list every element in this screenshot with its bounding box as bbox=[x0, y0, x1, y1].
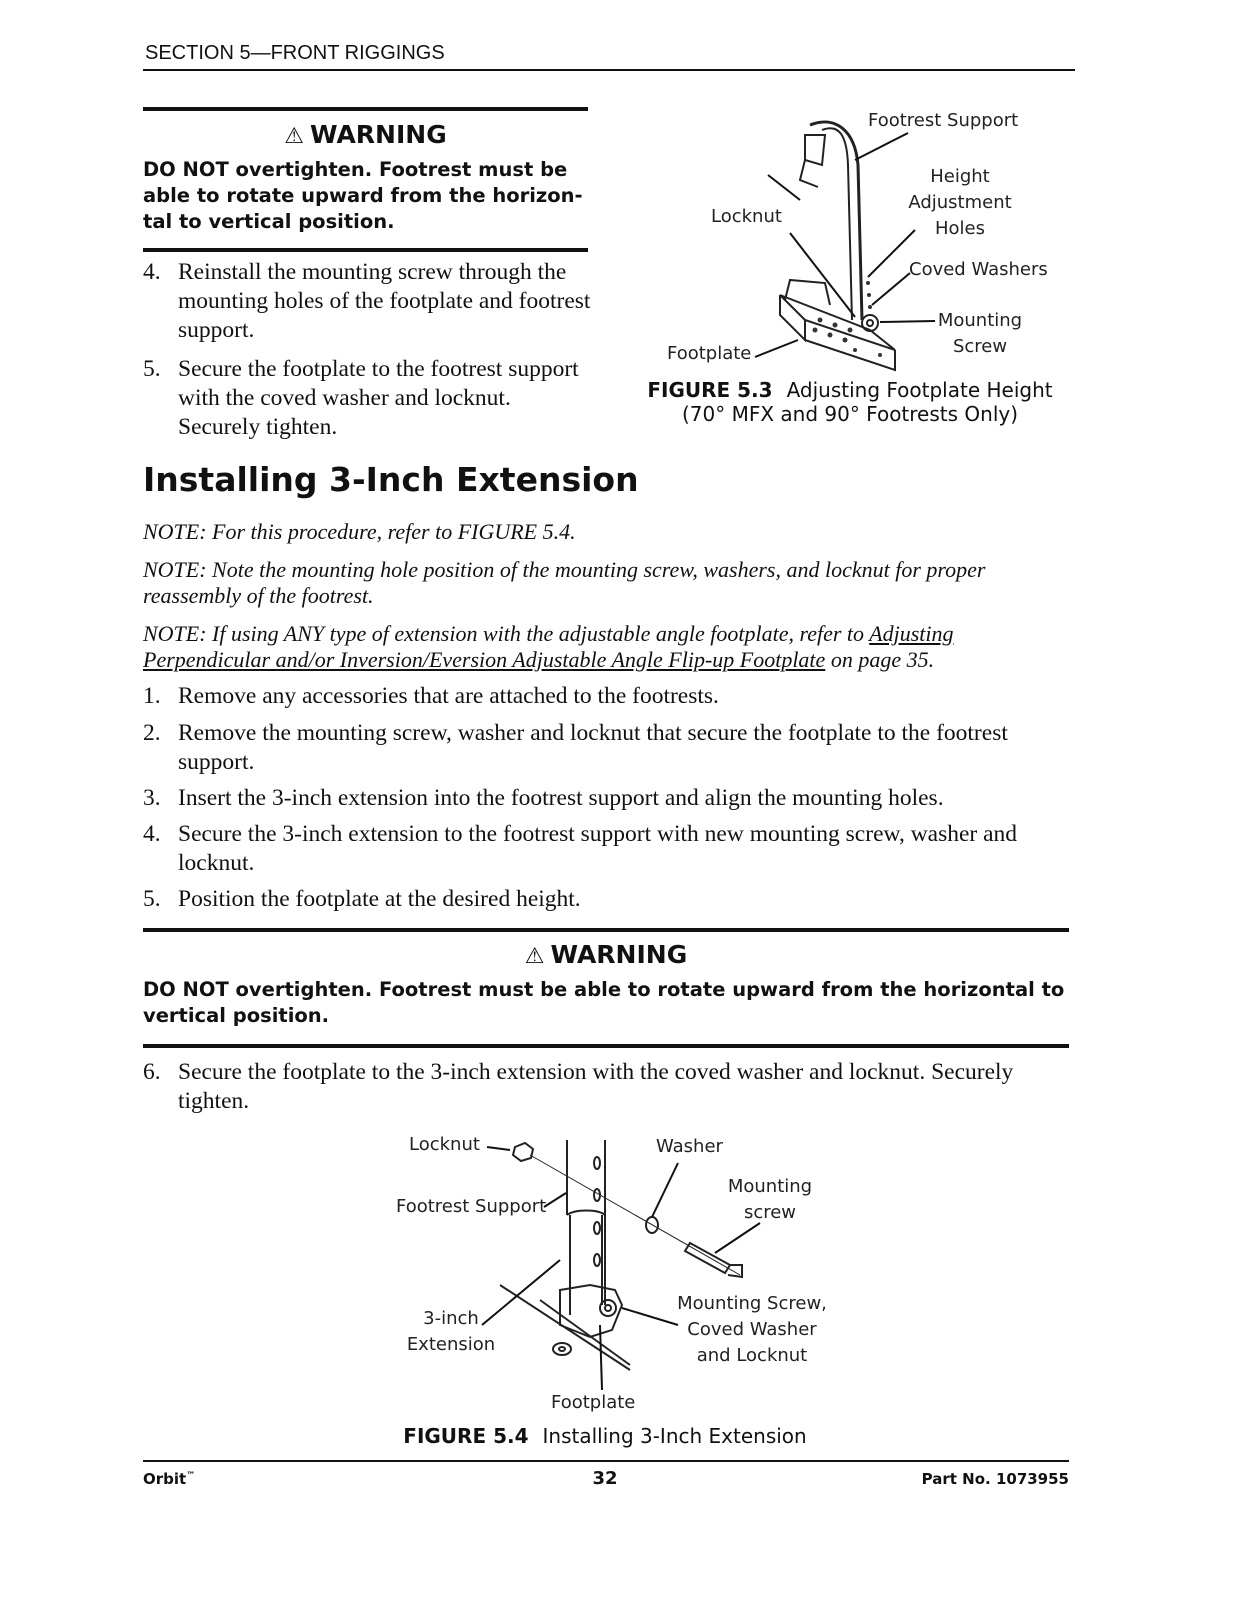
warning1-body: DO NOT overtighten. Footrest must be able to rotate upward from the horizon-tal to vertical position. bbox=[143, 158, 583, 233]
step-number: 1. bbox=[143, 683, 161, 709]
step-number: 3. bbox=[143, 785, 161, 811]
warning2-bottom-rule bbox=[143, 1044, 1069, 1048]
fig53-label-locknut: Locknut bbox=[711, 206, 782, 227]
figure-5-3-caption bbox=[620, 378, 1080, 426]
list-item bbox=[143, 885, 1073, 914]
note-3-link[interactable]: Adjusting Perpendicular and/or Inversion/Eversion Adjustable Angle Flip-up Footplate bbox=[143, 621, 954, 672]
warning2-title-text: WARNING bbox=[550, 940, 688, 969]
fig53-label-footrest-support: Footrest Support bbox=[868, 110, 1019, 131]
figure-5-4-title: Installing 3-Inch Extension bbox=[542, 1424, 807, 1448]
step-number: 2. bbox=[143, 720, 161, 746]
fig53-label-height-adjustment-holes: Height Adjustment Holes bbox=[908, 166, 1012, 239]
step-number: 6. bbox=[143, 1059, 161, 1085]
list-item bbox=[143, 258, 593, 345]
step-text: Remove the mounting screw, washer and locknut that secure the footplate to the footrest support. bbox=[178, 720, 1008, 775]
figure-5-4-number: FIGURE 5.4 bbox=[403, 1424, 529, 1448]
note-1: NOTE: For this procedure, refer to FIGURE 5.4. bbox=[143, 519, 576, 544]
step-text: Reinstall the mounting screw through the mounting holes of the footplate and footrest support. bbox=[178, 259, 591, 343]
step-text: Insert the 3-inch extension into the footrest support and align the mounting holes. bbox=[178, 785, 944, 811]
warning-triangle-icon: ⚠ bbox=[284, 124, 304, 149]
warning1-bottom-rule bbox=[143, 248, 588, 252]
figure-5-3-number: FIGURE 5.3 bbox=[647, 378, 773, 402]
fig53-label-footplate: Footplate bbox=[667, 343, 752, 364]
warning-triangle-icon: ⚠ bbox=[524, 944, 545, 969]
page-number: 32 bbox=[592, 1468, 618, 1489]
trademark-symbol: ™ bbox=[186, 1471, 196, 1481]
warning2-top-rule bbox=[143, 928, 1069, 932]
figure-5-4-caption bbox=[380, 1424, 830, 1448]
warning2-body: DO NOT overtighten. Footrest must be able to rotate upward from the horizontal to vertical position. bbox=[143, 978, 1065, 1027]
note-3 bbox=[143, 621, 1073, 673]
footer-product-name: Orbit bbox=[143, 1470, 187, 1488]
figure-5-3-title: Adjusting Footplate Height bbox=[786, 378, 1053, 402]
step-number: 4. bbox=[143, 821, 161, 847]
fig54-label-washer: Washer bbox=[656, 1136, 723, 1157]
list-item bbox=[143, 682, 1073, 711]
warning2-title bbox=[143, 940, 1069, 969]
note-2: NOTE: Note the mounting hole position of the mounting screw, washers, and locknut for proper reassembly of the footrest. bbox=[143, 557, 986, 608]
step-number: 5. bbox=[143, 886, 161, 912]
list-item bbox=[143, 784, 1073, 813]
step-number: 5. bbox=[143, 356, 161, 382]
list-item bbox=[143, 820, 1073, 878]
step-text: Secure the 3-inch extension to the footrest support with new mounting screw, washer and locknut. bbox=[178, 821, 1018, 876]
fig53-label-mounting-screw: Mounting Screw bbox=[937, 310, 1023, 357]
fig54-label-mounting-screw: Mounting screw bbox=[727, 1176, 813, 1223]
fig54-label-screw-washer-locknut: Mounting Screw, Coved Washer and Locknut bbox=[677, 1293, 827, 1366]
figure-5-3-subtitle: (70° MFX and 90° Footrests Only) bbox=[681, 402, 1019, 426]
warning1-title bbox=[143, 120, 588, 149]
list-item bbox=[143, 719, 1073, 777]
footer-rule bbox=[143, 1460, 1069, 1462]
warning1-top-rule bbox=[143, 107, 588, 111]
step-text: Position the footplate at the desired height. bbox=[178, 886, 581, 912]
list-item bbox=[143, 355, 593, 442]
figure-5-4-illustration bbox=[390, 1125, 850, 1425]
section-heading: Installing 3-Inch Extension bbox=[143, 460, 639, 499]
fig54-label-3-inch-extension: 3-inch Extension bbox=[406, 1308, 496, 1355]
footer-product bbox=[143, 1470, 195, 1488]
header-rule bbox=[143, 69, 1075, 71]
fig54-label-footrest-support: Footrest Support bbox=[396, 1196, 547, 1217]
step-text: Secure the footplate to the footrest support with the coved washer and locknut. Securely tighten. bbox=[178, 356, 579, 440]
step-number: 4. bbox=[143, 259, 161, 285]
fig53-label-coved-washers: Coved Washers bbox=[909, 259, 1048, 280]
note-3-prefix: NOTE: If using ANY type of extension with the adjustable angle footplate, refer to bbox=[143, 621, 865, 646]
part-number: Part No. 1073955 bbox=[921, 1470, 1069, 1488]
step-text: Secure the footplate to the 3-inch extension with the coved washer and locknut. Securely tighten. bbox=[178, 1059, 1014, 1114]
fig54-label-footplate: Footplate bbox=[551, 1392, 636, 1413]
section-header: SECTION 5—FRONT RIGGINGS bbox=[145, 42, 445, 64]
note-3-suffix: on page 35. bbox=[830, 647, 935, 672]
list-item bbox=[143, 1058, 1073, 1116]
step-text: Remove any accessories that are attached to the footrests. bbox=[178, 683, 719, 709]
fig54-label-locknut: Locknut bbox=[409, 1134, 480, 1155]
warning1-title-text: WARNING bbox=[310, 120, 447, 149]
